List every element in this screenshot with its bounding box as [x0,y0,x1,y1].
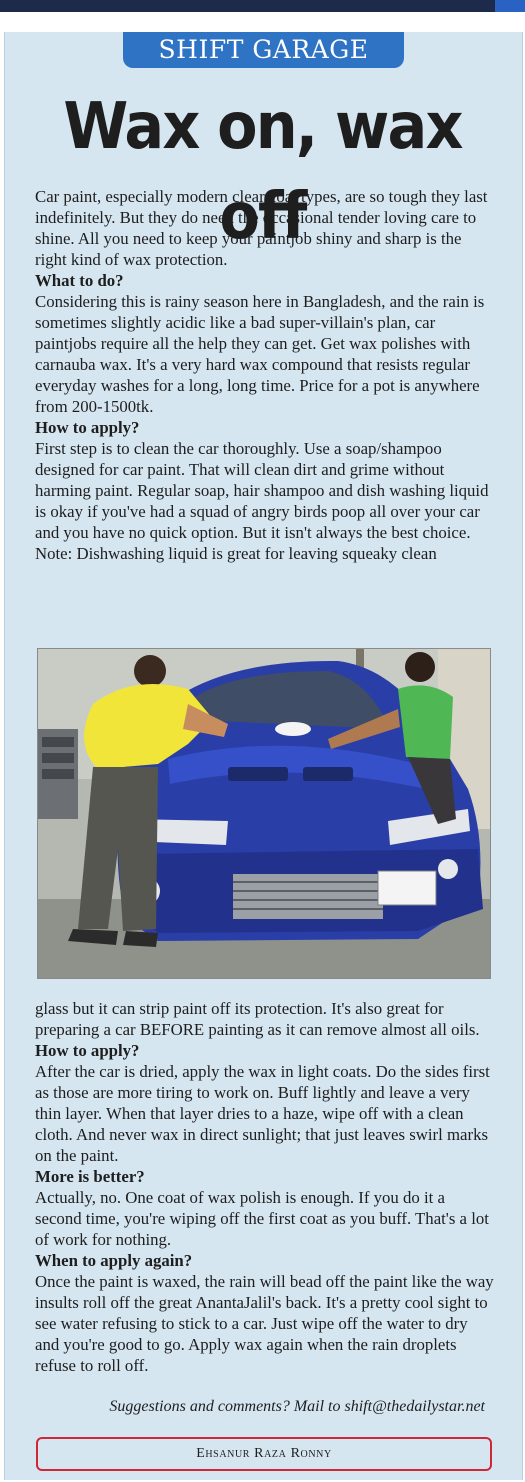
subhead-how-to-apply-1: How to apply? [35,418,140,437]
car-waxing-photo [37,648,491,979]
how-to-apply-paragraph-2: After the car is dried, apply the wax in light coats. Do the sides first as those are more tiring to work on. Buff lightly and leave a very thin layer. When that layer dries to a haze, wipe off with a clean cloth. And never wax in direct sunlight; that just leaves swirl marks on the paint. [35,1062,490,1165]
when-to-apply-again-paragraph: Once the paint is waxed, the rain will bead off the paint like the way insults roll off the great AnantaJalil's back. It's a pretty cool sight to see water refusing to stick to a car. Just wipe off the water to dry and you're good to go. Apply wax again when the rain droplets refuse to roll off. [35,1272,494,1375]
intro-paragraph: Car paint, especially modern clear coat types, are so tough they last indefinitely. But they do need the occasional tender loving care to shine. All you need to keep your paintjob shiny and sharp is the right kind of wax protection. [35,187,488,269]
what-to-do-paragraph: Considering this is rainy season here in Bangladesh, and the rain is sometimes slightly acidic like a bad super-villain's plan, car paintjobs require all the help they can get. Get wax polishes with carnauba wax. It's a very hard wax compound that resists regular everyday washes for a long, long time. Price for a pot is anywhere from 200-1500tk. [35,292,485,416]
subhead-more-is-better: More is better? [35,1167,145,1186]
how-to-apply-paragraph-1: First step is to clean the car thoroughly. Use a soap/shampoo designed for car paint. That will clean dirt and grime without harming paint. Regular soap, hair shampoo and dish washing liquid is okay if you've had a squad of angry birds poop all over your car and you have no quick option. But it isn't always the best choice. Note: Dishwashing liquid is great for leaving squeaky clean [35,439,489,563]
top-rule-accent [495,0,525,12]
author-byline: Ehsanur Raza Ronny [36,1437,492,1471]
section-kicker: SHIFT GARAGE [123,32,404,68]
subhead-when-to-apply-again: When to apply again? [35,1251,193,1270]
top-rule [0,0,525,12]
subhead-how-to-apply-2: How to apply? [35,1041,140,1060]
more-is-better-paragraph: Actually, no. One coat of wax polish is enough. If you do it a second time, you're wiping off the first coat as you buff. That's a lot of work for nothing. [35,1188,489,1249]
subhead-what-to-do: What to do? [35,271,124,290]
continuation-paragraph: glass but it can strip paint off its protection. It's also great for preparing a car BEFORE painting as it can remove almost all oils. [35,999,480,1039]
headline: Wax on, wax off [63,90,462,254]
suggestion-line: Suggestions and comments? Mail to shift@thedailystar.net [109,1398,485,1415]
article-body-bottom [35,998,495,1376]
article-body-top [35,186,495,564]
